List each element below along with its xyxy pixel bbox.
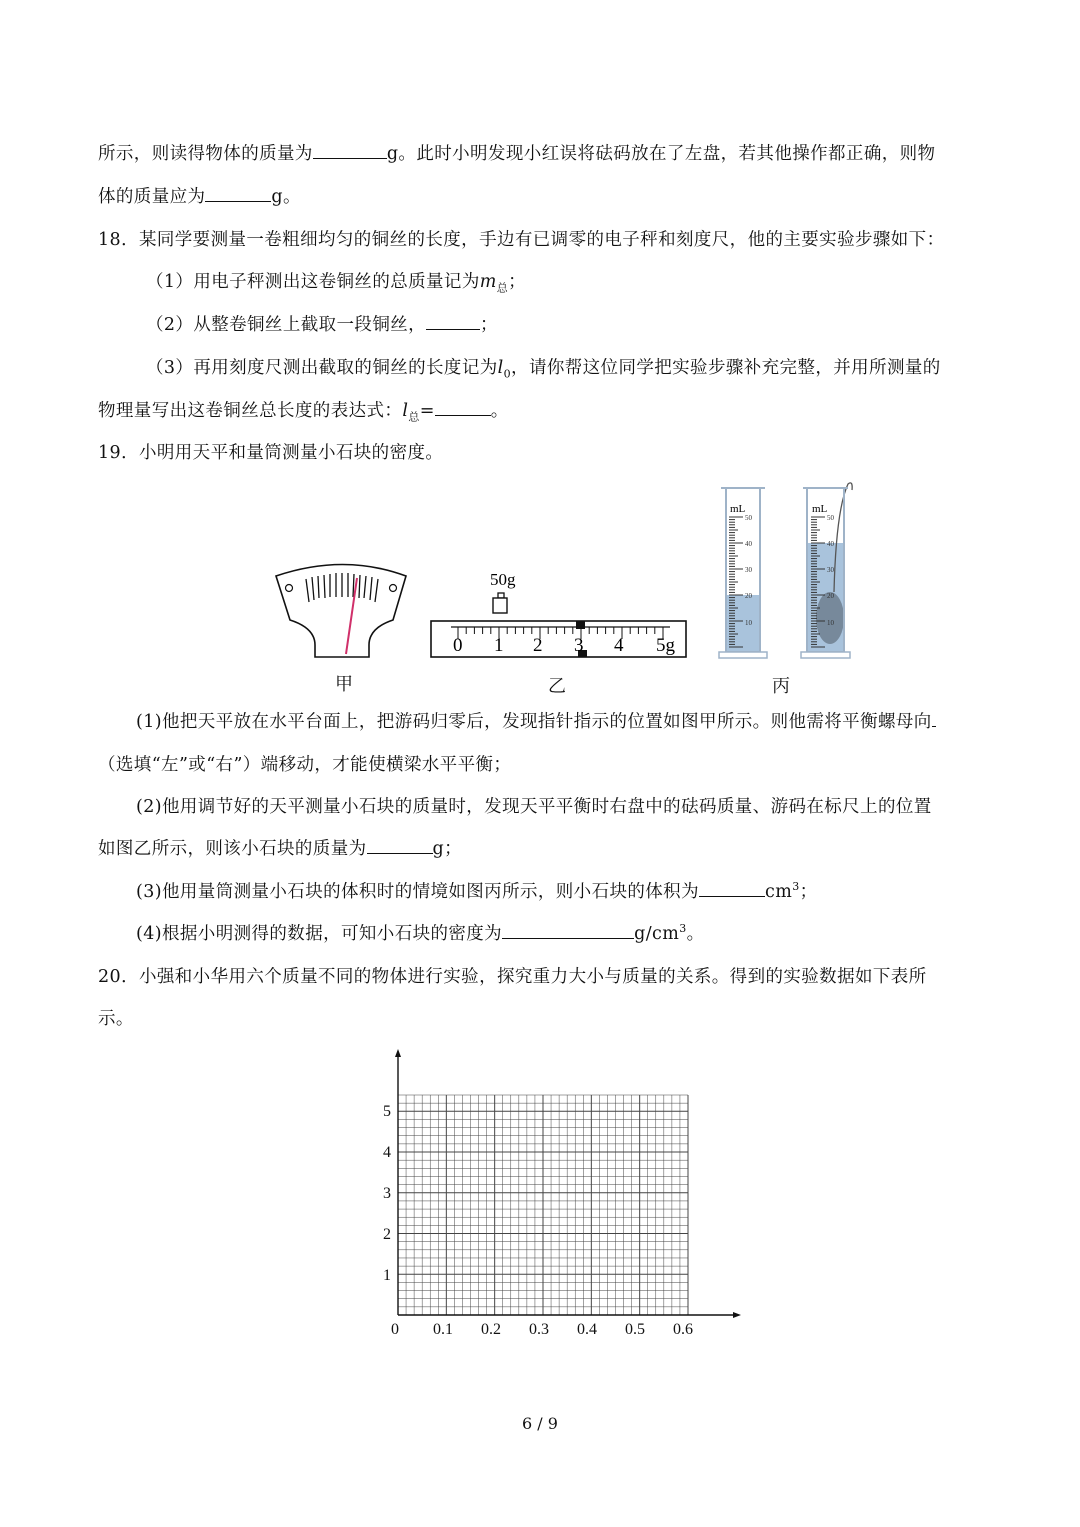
text: g。 [271, 187, 301, 207]
answer-blank[interactable] [313, 142, 387, 159]
text: g。此时小明发现小红误将砝码放在了左盘，若其他操作都正确，则物 [386, 144, 936, 164]
weight-icon [493, 598, 507, 613]
rider-scale-figure [431, 570, 686, 657]
text: 体的质量应为 [98, 187, 206, 207]
text: (4)根据小明测得的数据，可知小石块的密度为 [136, 924, 503, 944]
x-tick-label: 0 [391, 1321, 399, 1338]
text: ； [480, 315, 498, 335]
text: cm [765, 882, 793, 902]
cylinder-with-stone [801, 483, 852, 658]
ruler-tick-label: 5g [656, 635, 675, 656]
question-18: 18．某同学要测量一卷粗细均匀的铜丝的长度，手边有已调零的电子秤和刻度尺，他的主要实验步骤如下： [98, 230, 945, 250]
answer-blank[interactable] [932, 710, 936, 727]
x-tick-label: 0.5 [625, 1321, 645, 1338]
label-jia: 甲 [335, 674, 353, 695]
symbol-m: m [479, 272, 497, 292]
text: 如图乙所示，则该小石块的质量为 [98, 839, 367, 859]
ruler-tick-label: 4 [614, 635, 624, 656]
y-tick-label: 4 [383, 1144, 391, 1161]
answer-blank[interactable] [502, 922, 634, 939]
mark-label: 50 [827, 514, 834, 522]
label-bing: 丙 [772, 676, 790, 697]
text: 。 [490, 401, 509, 421]
text: g； [432, 839, 463, 859]
q19-part3 [136, 878, 818, 903]
q18-step3 [146, 354, 941, 381]
symbol-l: l [402, 401, 409, 421]
question-20-cont: 示。 [98, 1009, 134, 1029]
answer-blank[interactable] [367, 837, 433, 854]
text: (1)他把天平放在水平台面上，把游码归零后，发现指针指示的位置如图甲所示。则他需将平衡螺母向 [136, 712, 932, 732]
q19-part2-cont [98, 835, 462, 860]
line-mass-correct [98, 183, 301, 208]
ruler-tick-label: 2 [533, 635, 543, 656]
ruler-tick-label: 3 [574, 635, 584, 656]
q18-step2 [146, 311, 498, 336]
text: 所示，则读得物体的质量为 [98, 144, 313, 164]
subscript: 0 [503, 367, 512, 381]
text: （3）再用刻度尺测出截取的铜丝的长度记为 [146, 358, 498, 378]
superscript: 3 [679, 922, 687, 936]
mark-label: 20 [745, 592, 752, 600]
text: = [419, 401, 435, 421]
y-tick-label: 5 [383, 1103, 391, 1120]
label-yi: 乙 [548, 676, 566, 697]
line-mass-read [98, 140, 935, 165]
text: ； [799, 882, 818, 902]
mark-label: 40 [745, 540, 752, 548]
question-19: 19．小明用天平和量筒测量小石块的密度。 [98, 443, 444, 463]
mark-label: 20 [827, 592, 834, 600]
x-tick-label: 0.2 [481, 1321, 501, 1338]
answer-blank[interactable] [435, 399, 491, 416]
rider-top [576, 621, 585, 629]
mark-label: 30 [827, 566, 834, 574]
figure-balance-cylinders [0, 470, 1080, 700]
y-axis-arrow [395, 1049, 401, 1057]
mark-label: 30 [745, 566, 752, 574]
cylinder-before [719, 488, 767, 658]
ruler-tick-label: 0 [453, 635, 463, 656]
text: （2）从整卷铜丝上截取一段铜丝， [146, 315, 427, 335]
text: 。 [686, 924, 705, 944]
unit-label: mL [730, 503, 746, 515]
symbol-l: l [497, 358, 504, 378]
q18-step1 [146, 268, 526, 296]
text: ，请你帮这位同学把实验步骤补充完整，并用所测量的 [511, 358, 941, 378]
text: 物理量写出这卷铜丝总长度的表达式： [98, 401, 403, 421]
mark-label: 10 [745, 619, 752, 627]
mark-label: 40 [827, 540, 834, 548]
subscript: 总 [408, 410, 420, 424]
text: (3)他用量筒测量小石块的体积时的情境如图丙所示，则小石块的体积为 [136, 882, 699, 902]
q18-expression [98, 397, 509, 425]
scale-pointer-figure [276, 565, 406, 658]
question-20: 20．小强和小华用六个质量不同的物体进行实验，探究重力大小与质量的关系。得到的实验数据如下表所 [98, 967, 927, 987]
q19-part4 [136, 920, 705, 945]
grid-graph [360, 1045, 760, 1355]
text: （1）用电子秤测出这卷铜丝的总质量记为 [146, 272, 480, 292]
y-tick-label: 2 [383, 1226, 391, 1243]
subscript: 总 [496, 281, 509, 295]
y-tick-label: 1 [383, 1267, 391, 1284]
x-tick-label: 0.3 [529, 1321, 549, 1338]
text: ； [508, 272, 527, 292]
answer-blank[interactable] [699, 880, 765, 897]
q19-part2: (2)他用调节好的天平测量小石块的质量时，发现天平平衡时右盘中的砝码质量、游码在标尺上的位置 [136, 797, 932, 817]
x-tick-label: 0.6 [673, 1321, 693, 1338]
q19-part1-cont: （选填“左”或“右”）端移动，才能使横梁水平平衡； [98, 755, 512, 775]
page-number: 6 / 9 [522, 1414, 558, 1433]
x-axis-arrow [733, 1312, 741, 1318]
answer-blank[interactable] [205, 185, 271, 202]
q19-part1 [136, 708, 936, 733]
unit-label: mL [812, 503, 828, 515]
x-tick-label: 0.4 [577, 1321, 597, 1338]
answer-blank[interactable] [426, 313, 480, 330]
ruler-tick-label: 1 [494, 635, 504, 656]
weight-label: 50g [490, 570, 516, 589]
superscript: 3 [792, 880, 800, 894]
y-tick-label: 3 [383, 1185, 391, 1202]
x-tick-label: 0.1 [433, 1321, 453, 1338]
mark-label: 50 [745, 514, 752, 522]
text: g/cm [634, 924, 680, 944]
mark-label: 10 [827, 619, 834, 627]
